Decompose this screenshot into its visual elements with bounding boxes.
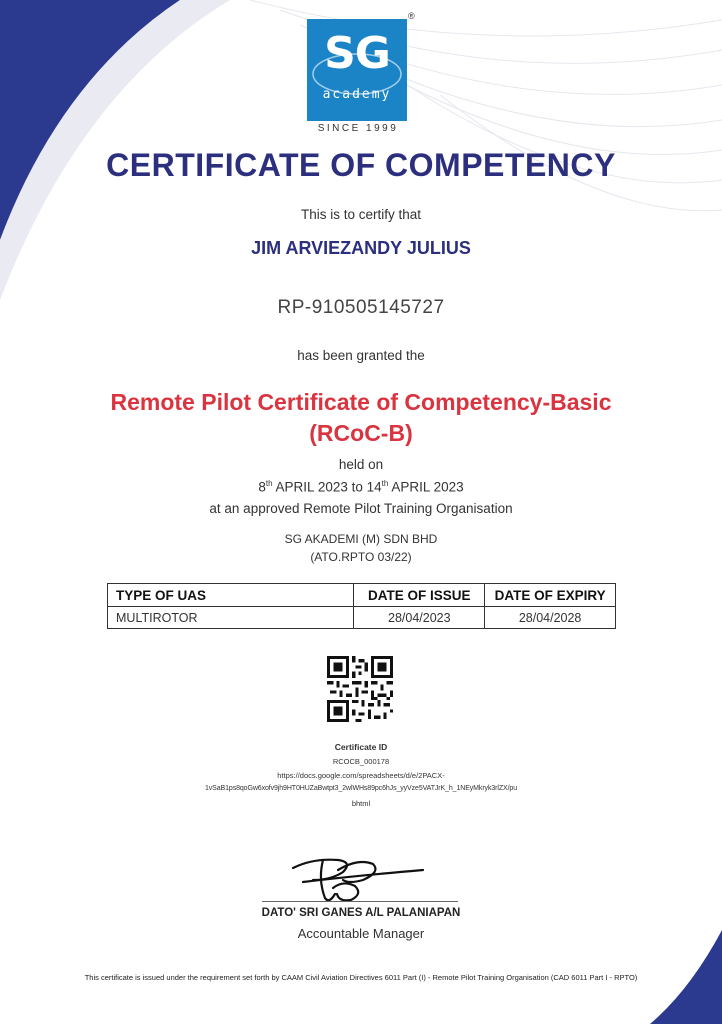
certificate-url-line2[interactable]: 1vSaB1ps8qoGw6xofv9jh9HT0HUZaBwtpt3_2wlWHs89pc6hJs_yyVze5VATJrK_h_1NEyMkryk3rlZX/pu <box>204 785 518 792</box>
uas-table <box>107 583 616 629</box>
certify-text: This is to certify that <box>300 207 422 222</box>
certificate-id-label: Certificate ID <box>334 742 388 752</box>
table-header-row <box>108 584 616 607</box>
granted-text: has been granted the <box>297 348 425 363</box>
header-date-of-expiry: DATE OF EXPIRY <box>485 584 616 607</box>
rp-number: RP-910505145727 <box>277 297 445 318</box>
logo-since: SINCE 1999 <box>317 123 399 134</box>
cell-type-of-uas: MULTIROTOR <box>108 607 354 629</box>
signatory-title: Accountable Manager <box>297 926 425 941</box>
date-range-middle: APRIL 2023 to 14 <box>272 479 382 495</box>
header-date-of-issue: DATE OF ISSUE <box>354 584 485 607</box>
cell-date-of-expiry: 28/04/2028 <box>485 607 616 629</box>
registered-mark: ® <box>408 11 415 21</box>
signatory-name: DATO' SRI GANES A/L PALANIAPAN <box>261 907 461 919</box>
certificate-id: RCOCB_000178 <box>332 757 390 766</box>
signature-line <box>262 901 458 902</box>
footer-note: This certificate is issued under the requirement set forth by CAAM Civil Aviation Directives 6011 Part (I) - Remote Pilot Training Organisation (CAD 6011 Part I - RPTO) <box>84 973 638 982</box>
certificate-name-line1: Remote Pilot Certificate of Competency-Basic <box>110 389 612 415</box>
signature-image <box>283 850 433 906</box>
held-on-text: held on <box>338 457 384 472</box>
approved-text: at an approved Remote Pilot Training Organisation <box>209 501 513 516</box>
date-range <box>0 479 722 495</box>
start-day: 8 <box>258 479 266 495</box>
start-day-suffix: th <box>265 479 273 488</box>
cell-date-of-issue: 28/04/2023 <box>354 607 485 629</box>
certificate-url-line3[interactable]: bhtml <box>351 799 371 808</box>
organisation-ref: (ATO.RPTO 03/22) <box>310 550 412 564</box>
table-row <box>108 607 616 629</box>
certificate-name-line2: (RCoC-B) <box>309 420 413 446</box>
header-type-of-uas: TYPE OF UAS <box>108 584 354 607</box>
organisation-name: SG AKADEMI (M) SDN BHD <box>284 532 438 546</box>
end-date: APRIL 2023 <box>388 479 464 495</box>
certificate-title: CERTIFICATE OF COMPETENCY <box>106 147 616 183</box>
qr-code[interactable] <box>327 656 393 722</box>
end-day-suffix: th <box>381 479 389 488</box>
logo-sub: academy <box>322 87 392 102</box>
logo-brand: SG <box>324 28 390 79</box>
certificate-url-line1[interactable]: https://docs.google.com/spreadsheets/d/e/2PACX- <box>277 771 445 780</box>
holder-name: JIM ARVIEZANDY JULIUS <box>251 238 471 258</box>
